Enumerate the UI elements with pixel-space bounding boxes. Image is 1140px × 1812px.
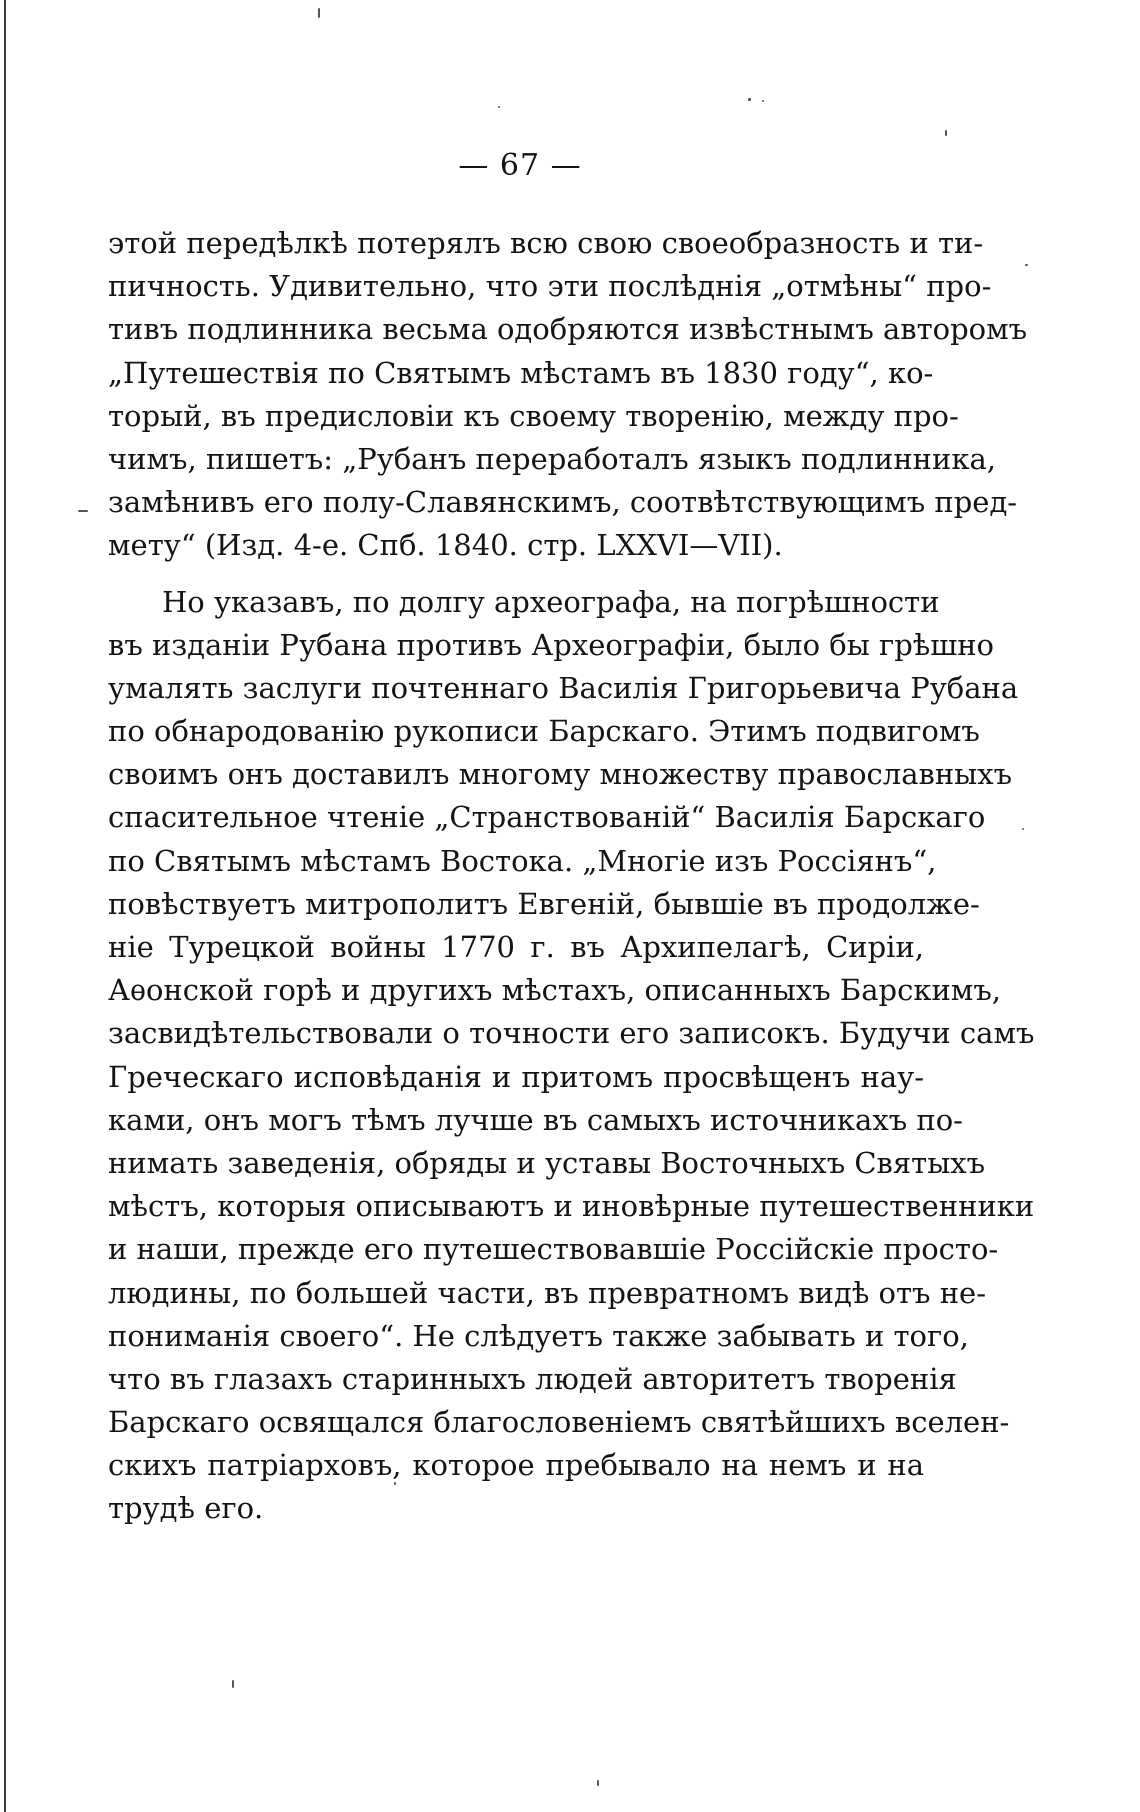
text-line: въ изданіи Рубана противъ Археографіи, было бы грѣшно (108, 627, 995, 662)
paragraph-2 (108, 581, 1035, 1531)
scan-speck (762, 100, 764, 102)
text-line: пичность. Удивительно, что эти послѣднія „отмѣны“ про- (108, 269, 992, 304)
text-line: тивъ подлинника весьма одобряются извѣстнымъ авторомъ (108, 312, 1028, 347)
body-text (108, 222, 1035, 1531)
scan-speck (318, 8, 320, 18)
text-line: замѣнивъ его полу-Славянскимъ, соотвѣтствующимъ пред- (108, 485, 1018, 520)
scan-speck (1025, 264, 1028, 266)
scan-speck (597, 1780, 599, 1786)
text-line: мету“ (Изд. 4-е. Спб. 1840. стр. LXXVI—VII). (108, 528, 783, 563)
text-line: засвидѣтельствовали о точности его записокъ. Будучи самъ (108, 1016, 1035, 1051)
text-line: Но указавъ, по долгу археографа, на погрѣшности (162, 584, 940, 619)
text-line: ніе Турецкой войны 1770 г. въ Архипелагѣ, Сиріи, (108, 930, 924, 964)
text-line: чимъ, пишетъ: „Рубанъ переработалъ языкъ подлинника, (108, 441, 996, 476)
page-number: — 67 — (458, 148, 582, 183)
text-line: мѣстъ, которыя описываютъ и иновѣрные путешественники (108, 1189, 1035, 1224)
text-line: „Путешествія по Святымъ мѣстамъ въ 1830 году“, ко- (108, 355, 934, 390)
text-line: пониманія своего“. Не слѣдуетъ также забывать и того, (108, 1318, 969, 1353)
text-line: ками, онъ могъ тѣмъ лучше въ самыхъ источникахъ по- (108, 1102, 963, 1137)
text-line: скихъ патріарховъ, которое пребывало на немъ и на (108, 1448, 924, 1483)
text-line: Греческаго исповѣданія и притомъ просвѣщенъ нау- (108, 1059, 924, 1094)
text-line: по обнародованію рукописи Барскаго. Этимъ подвигомъ (108, 714, 980, 749)
text-line: что въ глазахъ старинныхъ людей авторитетъ творенія (108, 1361, 957, 1396)
text-line: умалять заслуги почтеннаго Василія Григорьевича Рубана (108, 670, 1019, 705)
text-line: нимать заведенія, обряды и уставы Восточныхъ Святыхъ (108, 1145, 986, 1180)
text-line: и наши, прежде его путешествовавшіе Россійскіе просто- (108, 1232, 999, 1267)
scan-speck (78, 510, 88, 512)
text-line: трудѣ его. (108, 1491, 264, 1526)
scan-speck (1022, 828, 1024, 830)
scan-speck (498, 106, 500, 108)
text-line: людины, по большей части, въ превратномъ видѣ отъ не- (108, 1275, 986, 1310)
text-line: повѣствуетъ митрополитъ Евгеній, бывшіе въ продолже- (108, 886, 980, 921)
text-line: своимъ онъ доставилъ многому множеству православныхъ (108, 757, 1013, 792)
scan-speck (748, 98, 751, 101)
text-line: этой передѣлкѣ потерялъ всю свою своеобразность и ти- (108, 226, 984, 260)
text-line: торый, въ предисловіи къ своему творенію, между про- (108, 398, 959, 433)
text-line: спасительное чтеніе „Странствованій“ Василія Барскаго (108, 800, 986, 835)
text-line: Аѳонской горѣ и другихъ мѣстахъ, описанныхъ Барскимъ, (108, 973, 1001, 1008)
scan-speck (945, 130, 947, 136)
binding-edge-line (4, 0, 6, 1812)
text-line: по Святымъ мѣстамъ Востока. „Многіе изъ Россіянъ“, (108, 843, 937, 878)
text-line: Барскаго освящался благословеніемъ святѣйшихъ вселен- (108, 1405, 1010, 1440)
scan-speck (394, 1482, 396, 1485)
paragraph-1 (108, 222, 1028, 568)
scan-speck (232, 1680, 234, 1688)
